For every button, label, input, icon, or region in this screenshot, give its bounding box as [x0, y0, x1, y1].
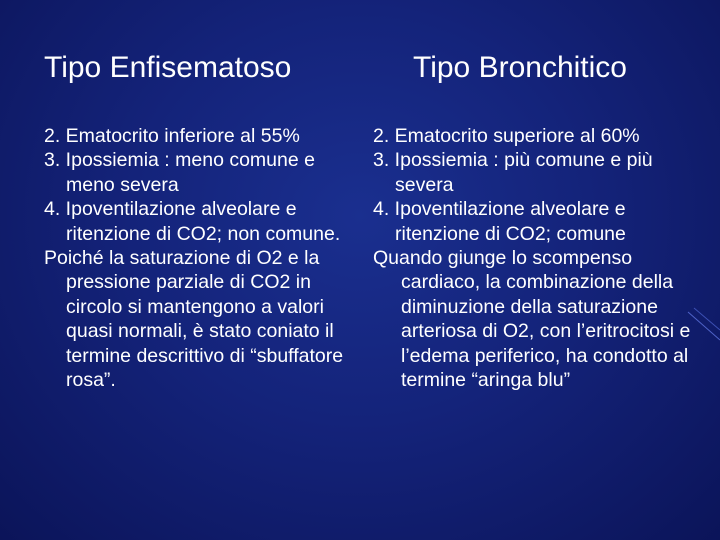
left-list [44, 124, 344, 392]
list-item: 4. Ipoventilazione alveolare e ritenzione di CO2; non comune. [44, 198, 341, 245]
right-list [373, 124, 693, 392]
list-item: 2. Ematocrito superiore al 60% [373, 125, 640, 147]
list-item: 2. Ematocrito inferiore al 55% [44, 125, 300, 147]
left-heading: Tipo Enfisematoso [44, 51, 292, 84]
list-item: 4. Ipoventilazione alveolare e ritenzione di CO2; comune [373, 198, 626, 245]
list-item: 3. Ipossiemia : meno comune e meno severa [44, 149, 315, 196]
right-heading: Tipo Bronchitico [413, 51, 627, 84]
list-item: Quando giunge lo scompenso cardiaco, la combinazione della diminuzione della saturazione arteriosa di O2, con l’eritrocitosi e l’edema periferico, ha condotto al termine “aringa blu” [373, 247, 691, 392]
list-item: 3. Ipossiemia : più comune e più severa [373, 149, 653, 196]
list-item: Poiché la saturazione di O2 e la pressione parziale di CO2 in circolo si mantengono a valori quasi normali, è stato coniato il termine descrittivo di “sbuffatore rosa”. [44, 247, 344, 392]
